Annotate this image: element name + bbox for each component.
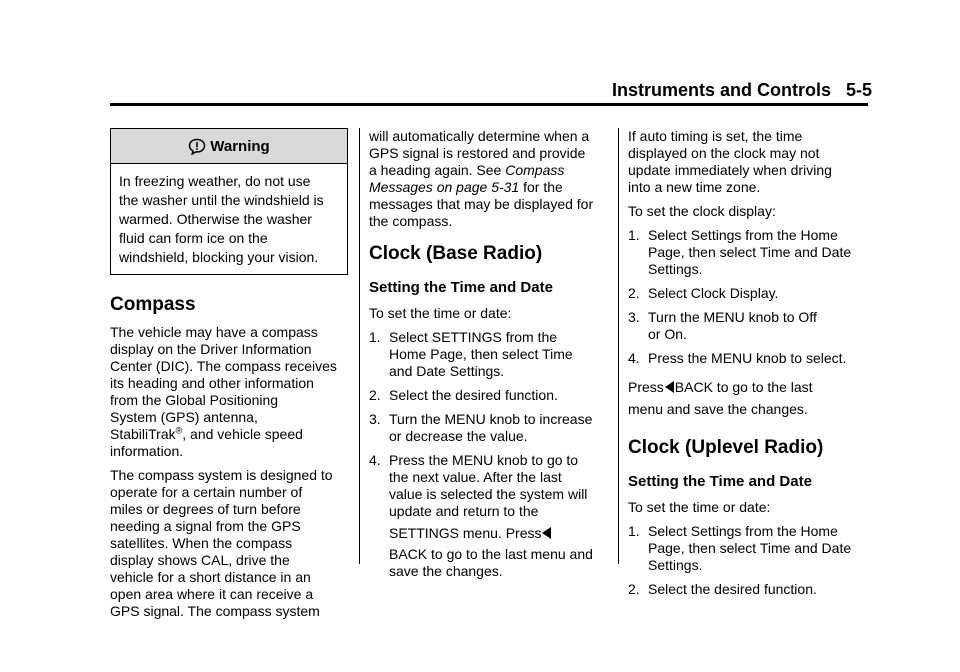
text-line: GPS signal is restored and provide — [369, 145, 586, 161]
list-item — [628, 285, 868, 302]
text-line: operate for a certain number of — [110, 484, 303, 500]
warning-box — [110, 128, 348, 275]
column-1 — [110, 128, 350, 620]
compass-paragraph-2 — [110, 467, 350, 620]
text-line: vehicle for a short distance in an — [110, 569, 311, 585]
list-item — [628, 581, 868, 598]
page-header — [612, 80, 872, 101]
list-number: 1. — [369, 329, 381, 345]
warning-line: the washer until the windshield is — [119, 192, 324, 208]
text-line: Page, then select Time and Date — [648, 244, 852, 260]
text-line: Select Settings from the Home — [648, 227, 838, 243]
list-number: 2. — [369, 387, 381, 403]
list-text: Select the desired function. — [648, 581, 817, 597]
setting-time-date-heading: Setting the Time and Date — [628, 473, 812, 490]
text-line: The compass system is designed to — [110, 467, 333, 483]
list-item — [628, 309, 868, 343]
list-number: 3. — [369, 411, 381, 427]
text-line: update immediately when driving — [628, 162, 832, 178]
auto-timing-paragraph — [628, 128, 868, 196]
text-line: information. — [110, 443, 184, 459]
warning-icon — [188, 138, 206, 155]
text-line: save the changes. — [389, 563, 503, 579]
text-line: Select Settings from the Home — [648, 523, 838, 539]
text-line: miles or degrees of turn before — [110, 501, 301, 517]
warning-line: fluid can form ice on the — [119, 230, 268, 246]
compass-continued-paragraph — [369, 128, 609, 230]
list-number: 2. — [628, 285, 640, 301]
text-line: Home Page, then select Time — [389, 346, 573, 362]
list-number: 4. — [628, 350, 640, 366]
text-line: Select SETTINGS from the — [389, 329, 558, 345]
list-text — [389, 452, 609, 580]
list-number: 3. — [628, 309, 640, 325]
text-line: will automatically determine when a — [369, 128, 590, 144]
list-text — [648, 309, 868, 343]
list-number: 2. — [628, 581, 640, 597]
cross-reference: Compass — [505, 162, 565, 178]
list-item — [369, 387, 609, 404]
text-line: for the — [519, 179, 563, 195]
warning-header — [111, 129, 347, 164]
list-text: Select the desired function. — [389, 387, 558, 403]
compass-heading: Compass — [110, 294, 196, 315]
warning-title: Warning — [210, 137, 270, 155]
press-back-paragraph — [628, 379, 868, 418]
list-number: 1. — [628, 227, 640, 243]
text-line: Press — [628, 379, 664, 395]
back-arrow-icon — [542, 527, 551, 539]
text-line: into a new time zone. — [628, 179, 761, 195]
text-line: needing a signal from the GPS — [110, 518, 301, 534]
text-line: or On. — [648, 326, 687, 342]
clock-base-radio-heading: Clock (Base Radio) — [369, 243, 543, 264]
text-line: BACK to go to the last menu and — [389, 546, 593, 562]
text-line: and Date Settings. — [389, 363, 505, 379]
text-line: a heading again. See — [369, 162, 506, 178]
page-number: 5-5 — [845, 80, 872, 100]
warning-line: warmed. Otherwise the washer — [119, 211, 312, 227]
list-item — [628, 350, 868, 367]
list-number: 4. — [369, 452, 381, 468]
list-text — [648, 227, 868, 278]
intro-text: To set the clock display: — [628, 203, 776, 219]
header-rule — [110, 103, 868, 106]
text-line: Page, then select Time and Date — [648, 540, 852, 556]
back-arrow-icon — [665, 381, 674, 393]
text-line: Settings. — [648, 261, 703, 277]
setting-time-date-heading: Setting the Time and Date — [369, 279, 553, 296]
text-line: its heading and other information — [110, 375, 314, 391]
section-title: Instruments and Controls — [611, 80, 831, 100]
list-text — [389, 411, 609, 445]
text-line: menu and save the changes. — [628, 401, 808, 417]
text-line: BACK to go to the last — [674, 379, 813, 395]
column-3 — [628, 128, 868, 598]
intro-text: To set the time or date: — [628, 499, 771, 515]
text-line: Press the MENU knob to go to — [389, 452, 579, 468]
text-line: displayed on the clock may not — [628, 145, 820, 161]
list-item — [369, 452, 609, 580]
text-line: satellites. When the compass — [110, 535, 293, 551]
text-line: the compass. — [369, 213, 453, 229]
clock-uplevel-radio-heading: Clock (Uplevel Radio) — [628, 437, 824, 458]
text-line: or decrease the value. — [389, 428, 528, 444]
warning-line: windshield, blocking your vision. — [119, 249, 319, 265]
column-divider-2 — [618, 128, 619, 564]
list-item — [369, 411, 609, 445]
text-line: GPS signal. The compass system — [110, 603, 320, 619]
column-2 — [369, 128, 609, 580]
text-line: value is selected the system will — [389, 486, 588, 502]
text-line: Turn the MENU knob to increase — [389, 411, 593, 427]
text-line: the next value. After the last — [389, 469, 562, 485]
warning-line: In freezing weather, do not use — [119, 173, 311, 189]
list-text: Press the MENU knob to select. — [648, 350, 847, 366]
text-line: display shows CAL, drive the — [110, 552, 290, 568]
column-divider-1 — [359, 128, 360, 564]
text-line: Settings. — [648, 557, 703, 573]
list-text — [648, 523, 868, 574]
text-line: SETTINGS menu. Press — [389, 525, 542, 541]
list-text: Select Clock Display. — [648, 285, 779, 301]
text-line: from the Global Positioning — [110, 392, 279, 408]
text-line: Turn the MENU knob to Off — [648, 309, 817, 325]
text-line: Center (DIC). The compass receives — [110, 358, 337, 374]
list-text — [389, 329, 609, 380]
text-line: display on the Driver Information — [110, 341, 312, 357]
compass-paragraph-1 — [110, 324, 350, 460]
registered-mark: ® — [175, 425, 183, 436]
text-line: messages that may be displayed for — [369, 196, 594, 212]
cross-reference: Messages on page 5-31 — [369, 179, 520, 195]
list-number: 1. — [628, 523, 640, 539]
list-item — [628, 227, 868, 278]
text-line: If auto timing is set, the time — [628, 128, 803, 144]
text-line: open area where it can receive a — [110, 586, 314, 602]
list-item — [628, 523, 868, 574]
text-line: update and return to the — [389, 503, 539, 519]
text-line: The vehicle may have a compass — [110, 324, 318, 340]
intro-text: To set the time or date: — [369, 305, 512, 321]
text-line: , and vehicle speed — [182, 426, 303, 442]
warning-body — [111, 164, 347, 274]
list-item — [369, 329, 609, 380]
text-line: System (GPS) antenna, — [110, 409, 258, 425]
stabilitrak-text: StabiliTrak — [110, 426, 176, 442]
